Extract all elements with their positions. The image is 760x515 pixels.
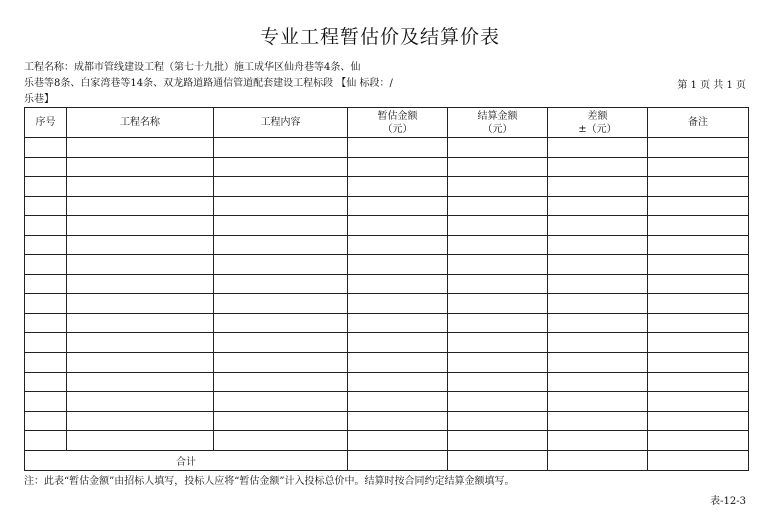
table-cell bbox=[348, 392, 448, 412]
table-cell bbox=[214, 196, 348, 216]
table-cell bbox=[548, 431, 648, 451]
table-cell bbox=[67, 294, 214, 314]
table-cell bbox=[548, 333, 648, 353]
header-remark: 备注 bbox=[648, 108, 749, 138]
total-remark-cell bbox=[648, 450, 749, 470]
table-cell bbox=[67, 138, 214, 158]
table-row bbox=[25, 235, 749, 255]
table-cell bbox=[648, 411, 749, 431]
project-name-block bbox=[24, 60, 524, 108]
table-cell bbox=[214, 138, 348, 158]
table-cell bbox=[648, 235, 749, 255]
table-cell bbox=[648, 274, 749, 294]
table-cell bbox=[648, 333, 749, 353]
table-cell bbox=[348, 196, 448, 216]
table-cell bbox=[348, 333, 448, 353]
table-cell bbox=[67, 235, 214, 255]
table-cell bbox=[448, 177, 548, 197]
header-estimated-amount-unit: （元） bbox=[382, 123, 413, 135]
estimate-settlement-table bbox=[24, 107, 749, 471]
table-cell bbox=[448, 138, 548, 158]
table-cell bbox=[548, 255, 648, 275]
table-cell bbox=[648, 255, 749, 275]
table-row bbox=[25, 177, 749, 197]
total-row bbox=[25, 450, 749, 470]
table-cell bbox=[67, 431, 214, 451]
table-cell bbox=[448, 313, 548, 333]
table-cell bbox=[448, 196, 548, 216]
table-cell bbox=[548, 372, 648, 392]
table-cell bbox=[348, 216, 448, 236]
table-cell bbox=[548, 157, 648, 177]
table-cell bbox=[214, 255, 348, 275]
table-cell bbox=[348, 235, 448, 255]
table-cell bbox=[448, 353, 548, 373]
table-cell bbox=[67, 411, 214, 431]
table-cell bbox=[448, 294, 548, 314]
table-cell bbox=[25, 411, 67, 431]
table-cell bbox=[348, 177, 448, 197]
table-cell bbox=[648, 196, 749, 216]
table-cell bbox=[25, 353, 67, 373]
header-settlement-amount-label: 结算金额 bbox=[477, 110, 518, 122]
table-cell bbox=[25, 196, 67, 216]
table-cell bbox=[648, 431, 749, 451]
table-cell bbox=[214, 274, 348, 294]
footnote: 注：此表“暂估金额”由招标人填写，投标人应将“暂估金额”计入投标总价中。结算时按合同约定结算金额填写。 bbox=[24, 476, 515, 487]
table-cell bbox=[348, 411, 448, 431]
table-cell bbox=[214, 411, 348, 431]
table-cell bbox=[25, 235, 67, 255]
table-cell bbox=[67, 333, 214, 353]
table-cell bbox=[25, 177, 67, 197]
table-cell bbox=[348, 431, 448, 451]
table-cell bbox=[25, 274, 67, 294]
table-cell bbox=[348, 372, 448, 392]
table-cell bbox=[548, 177, 648, 197]
table-cell bbox=[67, 177, 214, 197]
table-cell bbox=[67, 353, 214, 373]
table-cell bbox=[67, 216, 214, 236]
table-row bbox=[25, 255, 749, 275]
header-project-content: 工程内容 bbox=[214, 108, 348, 138]
table-row bbox=[25, 157, 749, 177]
table-cell bbox=[25, 372, 67, 392]
table-cell bbox=[25, 216, 67, 236]
table-cell bbox=[648, 216, 749, 236]
header-settlement-amount bbox=[448, 108, 548, 138]
table-cell bbox=[548, 138, 648, 158]
table-cell bbox=[67, 196, 214, 216]
table-cell bbox=[548, 274, 648, 294]
project-name-line-3: 乐巷】 bbox=[24, 94, 54, 105]
table-cell bbox=[67, 392, 214, 412]
table-cell bbox=[67, 372, 214, 392]
table-cell bbox=[214, 157, 348, 177]
page-title: 专业工程暂估价及结算价表 bbox=[259, 26, 500, 48]
table-cell bbox=[25, 294, 67, 314]
header-estimated-amount bbox=[348, 108, 448, 138]
table-cell bbox=[548, 216, 648, 236]
table-cell bbox=[348, 274, 448, 294]
table-row bbox=[25, 392, 749, 412]
table-cell bbox=[214, 294, 348, 314]
table-cell bbox=[448, 333, 548, 353]
table-cell bbox=[448, 216, 548, 236]
table-cell bbox=[648, 392, 749, 412]
table-cell bbox=[214, 235, 348, 255]
table-cell bbox=[348, 313, 448, 333]
table-cell bbox=[448, 431, 548, 451]
table-row bbox=[25, 294, 749, 314]
table-row bbox=[25, 196, 749, 216]
table-cell bbox=[548, 411, 648, 431]
total-label: 合计 bbox=[25, 450, 348, 470]
header-difference-label: 差额 bbox=[587, 110, 608, 122]
table-row bbox=[25, 411, 749, 431]
table-cell bbox=[648, 313, 749, 333]
table-cell bbox=[214, 431, 348, 451]
table-cell bbox=[548, 196, 648, 216]
table-cell bbox=[25, 431, 67, 451]
table-cell bbox=[25, 157, 67, 177]
table-cell bbox=[25, 333, 67, 353]
header-difference bbox=[548, 108, 648, 138]
header-project-name: 工程名称 bbox=[67, 108, 214, 138]
table-row bbox=[25, 274, 749, 294]
table-cell bbox=[548, 353, 648, 373]
table-row bbox=[25, 313, 749, 333]
table-cell bbox=[448, 411, 548, 431]
table-header-row bbox=[25, 108, 749, 138]
table-cell bbox=[348, 353, 448, 373]
table-cell bbox=[25, 313, 67, 333]
project-name-line-2: 乐巷等8条、白家湾巷等14条、双龙路道路通信管道配套建设工程标段 【仙 标段：/ bbox=[24, 78, 393, 89]
table-cell bbox=[648, 372, 749, 392]
total-difference-cell bbox=[548, 450, 648, 470]
table-cell bbox=[648, 157, 749, 177]
table-cell bbox=[25, 255, 67, 275]
table-cell bbox=[648, 294, 749, 314]
table-cell bbox=[548, 392, 648, 412]
table-cell bbox=[548, 294, 648, 314]
project-name-line-1: 工程名称：成都市管线建设工程（第七十九批）施工成华区仙舟巷等4条、仙 bbox=[24, 62, 361, 73]
header-estimated-amount-label: 暂估金额 bbox=[377, 110, 418, 122]
table-row bbox=[25, 138, 749, 158]
table-cell bbox=[214, 177, 348, 197]
table-cell bbox=[448, 392, 548, 412]
table-cell bbox=[348, 157, 448, 177]
header-seq: 序号 bbox=[25, 108, 67, 138]
table-cell bbox=[648, 353, 749, 373]
table-row bbox=[25, 431, 749, 451]
table-cell bbox=[648, 138, 749, 158]
table-cell bbox=[348, 138, 448, 158]
table-cell bbox=[448, 235, 548, 255]
table-cell bbox=[67, 313, 214, 333]
table-cell bbox=[67, 274, 214, 294]
table-cell bbox=[648, 177, 749, 197]
table-cell bbox=[214, 353, 348, 373]
table-cell bbox=[67, 157, 214, 177]
table-cell bbox=[25, 392, 67, 412]
table-cell bbox=[448, 274, 548, 294]
table-cell bbox=[214, 372, 348, 392]
table-cell bbox=[214, 392, 348, 412]
table-cell bbox=[448, 255, 548, 275]
table-cell bbox=[67, 255, 214, 275]
table-row bbox=[25, 353, 749, 373]
table-cell bbox=[448, 372, 548, 392]
form-code: 表-12-3 bbox=[710, 496, 746, 507]
total-estimated-cell bbox=[348, 450, 448, 470]
table-cell bbox=[214, 216, 348, 236]
table-cell bbox=[348, 255, 448, 275]
header-difference-unit: ±（元） bbox=[578, 123, 617, 135]
table-cell bbox=[348, 294, 448, 314]
table-cell bbox=[548, 235, 648, 255]
table-cell bbox=[214, 313, 348, 333]
table-cell bbox=[448, 157, 548, 177]
table-cell bbox=[25, 138, 67, 158]
table-row bbox=[25, 216, 749, 236]
table-cell bbox=[214, 333, 348, 353]
table-cell bbox=[548, 313, 648, 333]
total-settlement-cell bbox=[448, 450, 548, 470]
header-settlement-amount-unit: （元） bbox=[482, 123, 513, 135]
table-row bbox=[25, 372, 749, 392]
table-row bbox=[25, 333, 749, 353]
page-info: 第 1 页 共 1 页 bbox=[677, 80, 746, 91]
